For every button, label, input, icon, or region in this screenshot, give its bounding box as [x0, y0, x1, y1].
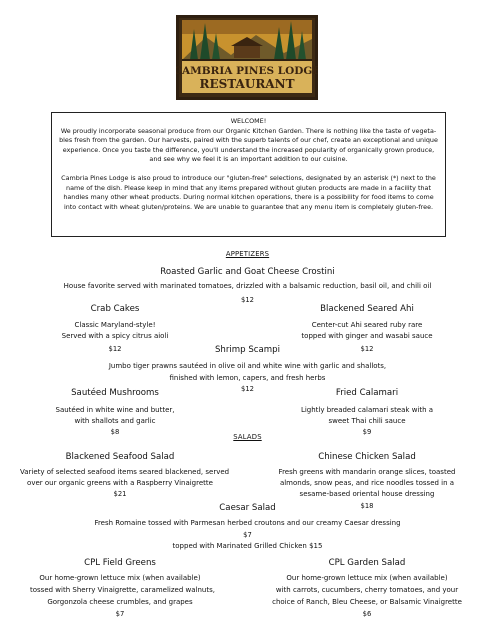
chinese-salad-price: $18: [360, 502, 374, 510]
field-greens-name: CPL Field Greens: [84, 558, 156, 568]
crab-cakes-desc: Served with a spicy citrus aioli: [61, 332, 169, 340]
welcome-heading: WELCOME!: [230, 117, 267, 125]
ahi-desc: Center-cut Ahi seared ruby rare: [311, 321, 423, 329]
crostini-name: Roasted Garlic and Goat Cheese Crostini: [160, 267, 335, 277]
calamari-name: Fried Calamari: [335, 388, 399, 398]
gluten-text: into contact with wheat gluten/proteins. We are unable to guarantee that any menu item is completely gluten-free.: [63, 202, 434, 211]
mushrooms-price: $8: [110, 428, 120, 436]
gluten-text: name of the dish. Please keep in mind that any items prepared without gluten products are made in a facility that: [66, 183, 431, 192]
caesar-salad-name: Caesar Salad: [219, 503, 276, 513]
crostini-desc: House favorite served with marinated tomatoes, drizzled with a balsamic reduction, basil oil, and chili oil: [63, 282, 432, 290]
garden-salad-desc: with carrots, cucumbers, cherry tomatoes, and your: [275, 586, 459, 594]
welcome-box: [51, 112, 446, 237]
calamari-desc: Lightly breaded calamari steak with a: [300, 406, 434, 414]
salads-heading: SALADS: [233, 433, 262, 441]
logo-line1: CAMBRIA PINES LODGE: [176, 65, 318, 77]
restaurant-logo: [176, 15, 318, 100]
logo-line2: RESTAURANT: [199, 77, 295, 91]
gluten-text: handles many other wheat products. During normal kitchen operations, there is a possibility for food items to come: [63, 193, 434, 202]
chinese-salad-desc: Fresh greens with mandarin orange slices, toasted: [278, 468, 456, 476]
calamari-price: $9: [362, 428, 372, 436]
welcome-text: We proudly incorporate seasonal produce from our Organic Kitchen Garden. There is nothing like the taste of vegeta-: [60, 126, 437, 135]
welcome-text: bles fresh from the garden. Our harvests, paired with the superb talents of our chef, create an exceptional and unique: [59, 136, 438, 145]
garden-salad-desc: choice of Ranch, Bleu Cheese, or Balsamic Vinaigrette: [272, 598, 462, 606]
scampi-desc: finished with lemon, capers, and fresh herbs: [169, 374, 326, 382]
crab-cakes-desc: Classic Maryland-style!: [74, 321, 156, 329]
ahi-name: Blackened Seared Ahi: [320, 304, 414, 314]
mushrooms-desc: with shallots and garlic: [74, 417, 156, 425]
field-greens-desc: Our home-grown lettuce mix (when available): [39, 574, 201, 582]
mushrooms-desc: Sautéed in white wine and butter,: [55, 406, 175, 414]
caesar-salad-desc: Fresh Romaine tossed with Parmesan herbed croutons and our creamy Caesar dressing: [94, 519, 401, 527]
chinese-salad-desc: sesame-based oriental house dressing: [299, 490, 435, 498]
gluten-text: Cambria Pines Lodge is also proud to introduce our "gluten-free" selections, designated by an asterisk (*) next to the: [61, 173, 436, 182]
crostini-price: $12: [241, 296, 254, 304]
seafood-salad-name: Blackened Seafood Salad: [65, 452, 175, 462]
ahi-price: $12: [360, 345, 374, 353]
mushrooms-name: Sautéed Mushrooms: [71, 388, 159, 398]
seafood-salad-price: $21: [113, 490, 127, 498]
chinese-salad-desc: almonds, snow peas, and rice noodles tossed in a: [279, 479, 455, 487]
scampi-desc: Jumbo tiger prawns sautéed in olive oil and white wine with garlic and shallots,: [108, 362, 387, 370]
appetizers-heading: APPETIZERS: [225, 250, 270, 258]
welcome-text: and see why we feel it is an important addition to our cuisine.: [149, 155, 348, 164]
scampi-price: $12: [241, 385, 254, 393]
crab-cakes-price: $12: [108, 345, 122, 353]
field-greens-price: $7: [115, 610, 125, 618]
calamari-desc: sweet Thai chili sauce: [328, 417, 406, 425]
logo-graphic: [176, 15, 318, 100]
garden-salad-desc: Our home-grown lettuce mix (when available): [286, 574, 448, 582]
ahi-desc: topped with ginger and wasabi sauce: [301, 332, 433, 340]
caesar-salad-price: $7: [243, 531, 252, 539]
welcome-text: experience. Once you taste the difference, you'll understand the increased popularity of organically grown produce,: [62, 145, 435, 154]
field-greens-desc: Gorgonzola cheese crumbles, and grapes: [47, 598, 193, 606]
chinese-salad-name: Chinese Chicken Salad: [318, 452, 416, 462]
seafood-salad-desc: Variety of selected seafood items seared blackened, served: [20, 468, 230, 476]
garden-salad-name: CPL Garden Salad: [328, 558, 406, 568]
garden-salad-price: $6: [362, 610, 372, 618]
seafood-salad-desc: over our organic greens with a Raspberry Vinaigrette: [27, 479, 213, 487]
scampi-name: Shrimp Scampi: [214, 345, 281, 355]
caesar-addon: topped with Marinated Grilled Chicken $15: [172, 542, 323, 550]
field-greens-desc: tossed with Sherry Vinaigrette, caramelized walnuts,: [30, 586, 215, 594]
crab-cakes-name: Crab Cakes: [90, 304, 140, 314]
